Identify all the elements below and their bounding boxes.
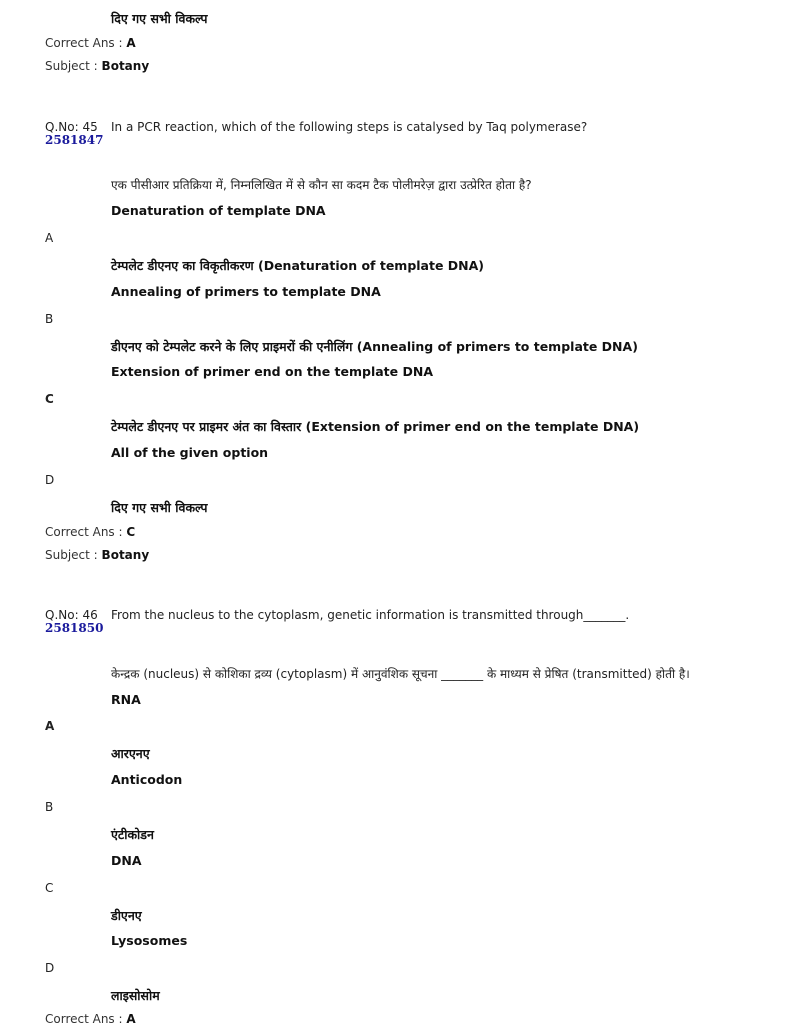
q46-question-en: From the nucleus to the cytoplasm, genetic information is transmitted through_______.	[111, 608, 630, 622]
q45-option-b-hi: डीएनए को टेम्पलेट करने के लिए प्राइमरों की एनीलिंग (Annealing of primers to template DNA)	[111, 339, 638, 354]
q45-number	[45, 120, 98, 134]
q46-option-b-hi: एंटीकोडन	[111, 827, 154, 842]
q46-option-c-letter: C	[45, 881, 54, 895]
q46-option-d-letter: D	[45, 961, 55, 975]
q46-correct-answer	[45, 1012, 136, 1026]
q45-option-b-letter: B	[45, 312, 54, 326]
q46-id: 2581850	[45, 621, 104, 635]
q45-subject	[45, 548, 149, 562]
q45-correct-answer	[45, 525, 135, 539]
q45-option-a-en: Denaturation of template DNA	[111, 203, 326, 218]
subject-label: Subject :	[45, 59, 98, 73]
q46-option-b-letter: B	[45, 800, 54, 814]
correct-ans-label: Correct Ans :	[45, 525, 123, 539]
qno-label: Q.No:	[45, 608, 79, 622]
q45-option-c-en: Extension of primer end on the template DNA	[111, 364, 433, 379]
q45-option-d-hi: दिए गए सभी विकल्प	[111, 500, 208, 515]
prev-option-d-hindi: दिए गए सभी विकल्प	[111, 11, 208, 26]
q46-option-d-en: Lysosomes	[111, 933, 188, 948]
prev-subject	[45, 59, 149, 73]
q45-question-en: In a PCR reaction, which of the following steps is catalysed by Taq polymerase?	[111, 120, 588, 134]
q46-option-c-en: DNA	[111, 853, 142, 868]
q46-option-d-hi: लाइसोसोम	[111, 988, 160, 1003]
qno-value: 45	[82, 120, 98, 134]
subject-value: Botany	[101, 548, 150, 562]
q46-option-a-hi: आरएनए	[111, 746, 150, 761]
subject-value: Botany	[101, 59, 150, 73]
subject-label: Subject :	[45, 548, 98, 562]
q45-option-d-en: All of the given option	[111, 445, 269, 460]
q46-question-hi: केन्द्रक (nucleus) से कोशिका द्रव्य (cytoplasm) में आनुवंशिक सूचना _______ के माध्यम से प्रेषित (transmitted) होती है।	[111, 667, 690, 681]
correct-ans-value: C	[126, 525, 136, 539]
q45-option-a-letter: A	[45, 231, 54, 245]
q45-option-d-letter: D	[45, 473, 55, 487]
q46-option-a-en: RNA	[111, 692, 141, 707]
q45-option-c-letter: C	[45, 392, 54, 406]
correct-ans-value: A	[126, 1012, 136, 1026]
q45-option-c-hi: टेम्पलेट डीएनए पर प्राइमर अंत का विस्तार (Extension of primer end on the template DNA)	[111, 419, 640, 434]
q46-number	[45, 608, 98, 622]
prev-correct-answer	[45, 36, 136, 50]
q45-question-hi: एक पीसीआर प्रतिक्रिया में, निम्नलिखित में से कौन सा कदम टैक पोलीमरेज़ द्वारा उत्प्रेरित होता है?	[111, 178, 532, 192]
q45-option-b-en: Annealing of primers to template DNA	[111, 284, 381, 299]
correct-ans-value: A	[126, 36, 136, 50]
correct-ans-label: Correct Ans :	[45, 1012, 123, 1026]
q45-id: 2581847	[45, 133, 104, 147]
q46-option-b-en: Anticodon	[111, 772, 183, 787]
correct-ans-label: Correct Ans :	[45, 36, 123, 50]
q45-option-a-hi: टेम्पलेट डीएनए का विकृतीकरण (Denaturation of template DNA)	[111, 258, 485, 273]
qno-value: 46	[82, 608, 98, 622]
q46-option-a-letter: A	[45, 719, 55, 733]
q46-option-c-hi: डीएनए	[111, 908, 142, 923]
qno-label: Q.No:	[45, 120, 79, 134]
